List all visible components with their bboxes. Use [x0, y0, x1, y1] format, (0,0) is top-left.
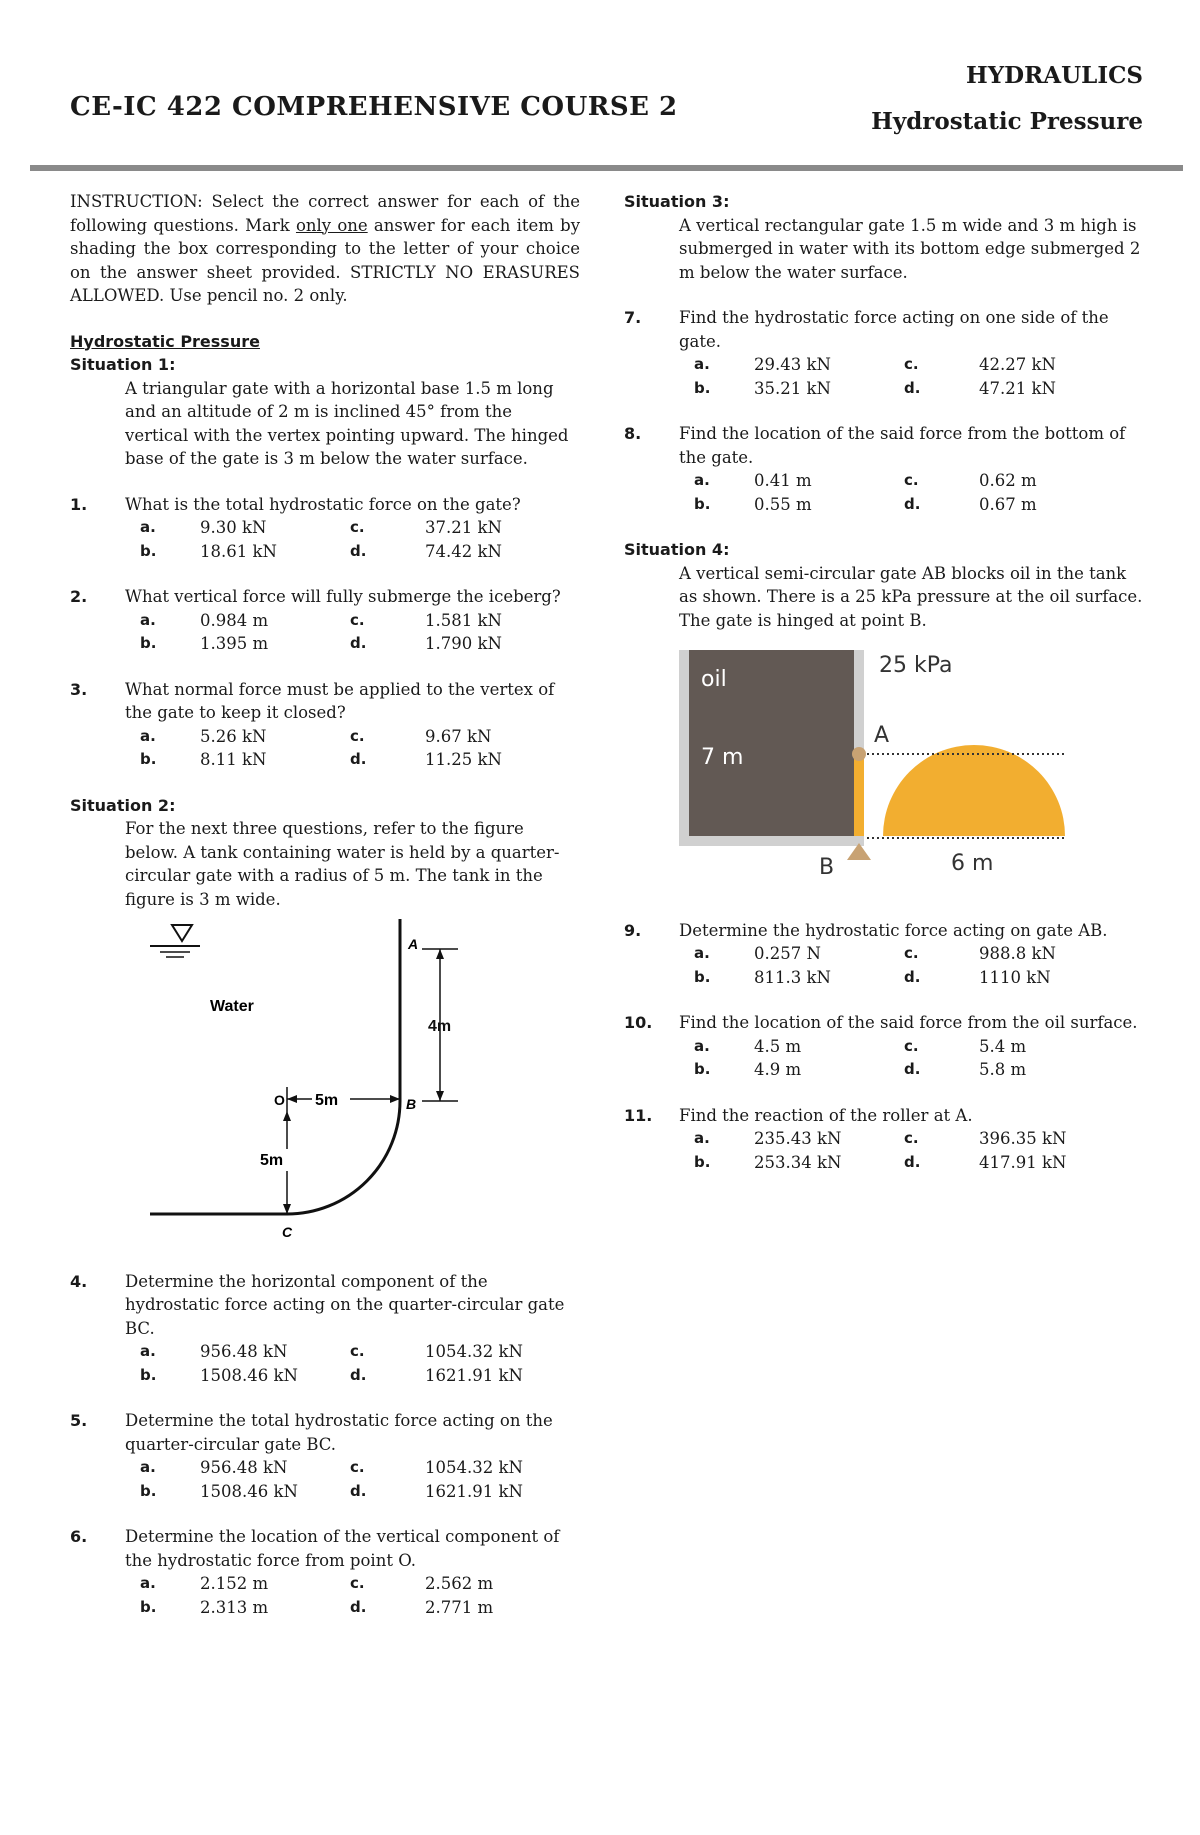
- choice-letter: a.: [140, 518, 156, 536]
- question-10: [624, 1011, 1144, 1082]
- choice-a: 9.30 kN: [200, 518, 267, 537]
- choice-c: 42.27 kN: [979, 355, 1056, 374]
- point-c-label: C: [282, 1224, 293, 1240]
- choice-d: 11.25 kN: [425, 750, 502, 769]
- choice-d: 0.67 m: [979, 494, 1037, 514]
- dimension-4m-label: 4m: [428, 1018, 452, 1035]
- choices: [624, 942, 1144, 989]
- roller-a: [852, 747, 866, 761]
- choice-d: 74.42 kN: [425, 541, 502, 561]
- question-9: [624, 919, 1144, 990]
- choice-letter: d.: [350, 541, 367, 560]
- situation-4-title: Situation 4:: [624, 540, 730, 559]
- question-number: 5.: [70, 1411, 88, 1430]
- choice-d: 47.21 kN: [979, 378, 1056, 398]
- choices: [624, 469, 1144, 516]
- choice-d: 417.91 kN: [979, 1152, 1067, 1172]
- choice-letter: d.: [904, 1152, 921, 1171]
- quarter-circle-gate-figure: [150, 919, 490, 1249]
- choice-letter: d.: [350, 1365, 367, 1384]
- choice-letter: b.: [694, 967, 711, 986]
- arrow-head: [287, 1095, 297, 1103]
- choice-letter: b.: [140, 750, 157, 768]
- situation-3-title: Situation 3:: [624, 192, 730, 211]
- choice-d: 1621.91 kN: [425, 1365, 523, 1385]
- choice-letter: b.: [140, 541, 157, 560]
- point-o-label: O: [274, 1092, 285, 1108]
- choice-b: 18.61 kN: [200, 541, 277, 561]
- choice-letter: b.: [140, 1481, 157, 1500]
- choice-letter: a.: [694, 471, 710, 489]
- choice-d: 1110 kN: [979, 967, 1051, 987]
- question-2: [70, 585, 580, 656]
- choice-letter: c.: [904, 1129, 919, 1147]
- choices: [624, 353, 1144, 400]
- question-number: 11.: [624, 1105, 653, 1125]
- quarter-circle-gate: [287, 1101, 400, 1214]
- choice-b: 253.34 kN: [754, 1152, 842, 1172]
- choices: [70, 516, 580, 563]
- choice-letter: c.: [350, 1342, 365, 1360]
- choice-a: 235.43 kN: [754, 1129, 842, 1148]
- choice-letter: a.: [140, 1458, 156, 1476]
- tank-bottom-wall: [679, 836, 864, 846]
- choice-letter: b.: [694, 1152, 711, 1171]
- arrow-head: [436, 949, 444, 959]
- choice-letter: b.: [140, 1597, 157, 1616]
- choices: [70, 725, 580, 772]
- choice-b: 1.395 m: [200, 634, 269, 653]
- right-column: [624, 190, 1144, 1196]
- choice-letter: b.: [694, 494, 711, 513]
- choice-c: 2.562 m: [425, 1574, 494, 1593]
- question-text: Find the location of the said force from the bottom of the gate.: [679, 424, 1126, 467]
- choice-letter: d.: [904, 494, 921, 513]
- choice-letter: c.: [350, 1458, 365, 1476]
- choice-a: 0.257 N: [754, 944, 821, 963]
- choice-letter: d.: [904, 1060, 921, 1078]
- choice-c: 37.21 kN: [425, 518, 502, 537]
- choice-letter: d.: [350, 750, 367, 768]
- choices: [70, 1456, 580, 1503]
- question-number: 1.: [70, 494, 88, 514]
- choice-b: 8.11 kN: [200, 750, 267, 769]
- left-column: [70, 190, 580, 1641]
- choice-letter: a.: [140, 726, 156, 745]
- choice-letter: a.: [140, 1342, 156, 1360]
- question-number: 4.: [70, 1271, 88, 1291]
- question-number: 9.: [624, 920, 642, 940]
- question-text: Find the location of the said force from the oil surface.: [679, 1013, 1138, 1032]
- question-8: [624, 422, 1144, 516]
- choice-d: 1621.91 kN: [425, 1481, 523, 1501]
- choice-letter: d.: [350, 1597, 367, 1616]
- choice-letter: a.: [140, 610, 156, 629]
- choice-d: 5.8 m: [979, 1060, 1027, 1079]
- choice-letter: c.: [350, 1574, 365, 1592]
- choice-d: 2.771 m: [425, 1597, 494, 1617]
- choice-c: 1054.32 kN: [425, 1342, 523, 1361]
- question-number: 2.: [70, 587, 88, 606]
- question-3: [70, 678, 580, 772]
- question-7: [624, 306, 1144, 400]
- tank-left-wall: [679, 650, 689, 846]
- question-text: Determine the hydrostatic force acting on gate AB.: [679, 920, 1108, 940]
- question-text: What is the total hydrostatic force on the gate?: [125, 494, 521, 514]
- choice-letter: c.: [904, 355, 919, 373]
- choice-letter: a.: [140, 1574, 156, 1592]
- choices: [70, 1340, 580, 1387]
- choices: [70, 609, 580, 656]
- question-number: 3.: [70, 679, 88, 699]
- choice-letter: b.: [694, 378, 711, 397]
- oil-label: oil: [701, 667, 727, 692]
- choice-c: 9.67 kN: [425, 726, 492, 746]
- semi-circular-gate-figure: [679, 638, 1069, 898]
- point-a-label: A: [874, 723, 890, 748]
- choice-a: 0.41 m: [754, 471, 812, 490]
- pressure-label: 25 kPa: [879, 653, 953, 678]
- semi-circle-gate-view: [883, 745, 1065, 836]
- choice-c: 988.8 kN: [979, 944, 1056, 963]
- choice-letter: d.: [350, 1481, 367, 1500]
- course-title: CE-IC 422 COMPREHENSIVE COURSE 2: [70, 92, 678, 122]
- question-1: [70, 493, 580, 564]
- question-text: Determine the total hydrostatic force acting on the quarter-circular gate BC.: [125, 1411, 553, 1454]
- choice-letter: c.: [350, 518, 365, 536]
- section-title: Hydrostatic Pressure: [70, 331, 260, 351]
- question-number: 6.: [70, 1527, 88, 1546]
- choice-b: 2.313 m: [200, 1597, 269, 1617]
- arrow-head: [436, 1091, 444, 1101]
- choice-letter: b.: [140, 1365, 157, 1384]
- subject-title: HYDRAULICS: [966, 62, 1143, 89]
- gate-ab: [854, 754, 864, 836]
- choices: [70, 1572, 580, 1619]
- choice-letter: c.: [350, 610, 365, 629]
- choice-b: 811.3 kN: [754, 967, 831, 987]
- question-text: What normal force must be applied to the vertex of the gate to keep it closed?: [125, 679, 555, 722]
- point-b-label: B: [406, 1096, 417, 1112]
- choice-a: 5.26 kN: [200, 726, 267, 746]
- question-number: 8.: [624, 424, 642, 443]
- choice-letter: a.: [694, 1036, 710, 1055]
- situation-1-title: Situation 1:: [70, 355, 176, 374]
- choice-letter: b.: [694, 1060, 711, 1078]
- choice-letter: d.: [904, 967, 921, 986]
- choice-letter: a.: [694, 944, 710, 962]
- choice-letter: c.: [904, 1036, 919, 1055]
- situation-3-text: A vertical rectangular gate 1.5 m wide and 3 m high is submerged in water with its bottom edge submerged 2 m below the water surface.: [679, 215, 1141, 282]
- topic-title: Hydrostatic Pressure: [871, 108, 1143, 135]
- tank-right-wall: [854, 650, 864, 754]
- question-text: Determine the horizontal component of the hydrostatic force acting on the quarter-circular gate BC.: [125, 1271, 565, 1338]
- choice-a: 956.48 kN: [200, 1458, 288, 1477]
- choice-a: 0.984 m: [200, 610, 269, 630]
- choice-letter: c.: [904, 944, 919, 962]
- choice-c: 1054.32 kN: [425, 1458, 523, 1477]
- diameter-label: 6 m: [951, 851, 994, 876]
- choice-a: 2.152 m: [200, 1574, 269, 1593]
- header-rule: [30, 165, 1183, 171]
- dimension-5m-vertical-label: 5m: [260, 1152, 284, 1169]
- question-text: Find the hydrostatic force acting on one side of the gate.: [679, 308, 1109, 351]
- situation-4-text: A vertical semi-circular gate AB blocks oil in the tank as shown. There is a 25 kPa pressure at the oil surface. The gate is hinged at point B.: [679, 563, 1143, 630]
- free-surface-triangle: [172, 925, 192, 941]
- choice-letter: a.: [694, 355, 710, 373]
- choice-letter: d.: [350, 634, 367, 652]
- dimension-5m-horizontal-label: 5m: [315, 1092, 339, 1109]
- choice-a: 956.48 kN: [200, 1342, 288, 1361]
- choices: [624, 1035, 1144, 1082]
- question-text: What vertical force will fully submerge the iceberg?: [125, 587, 561, 606]
- choice-letter: c.: [904, 471, 919, 489]
- choice-c: 1.581 kN: [425, 610, 502, 630]
- choice-letter: b.: [140, 634, 157, 652]
- choice-c: 0.62 m: [979, 471, 1037, 490]
- question-number: 10.: [624, 1013, 653, 1032]
- choice-b: 1508.46 kN: [200, 1481, 298, 1501]
- choice-a: 4.5 m: [754, 1036, 802, 1056]
- point-a-label: A: [408, 936, 419, 952]
- choice-letter: a.: [694, 1129, 710, 1147]
- choice-b: 4.9 m: [754, 1060, 802, 1079]
- choice-letter: d.: [904, 378, 921, 397]
- question-11: [624, 1104, 1144, 1175]
- question-text: Find the reaction of the roller at A.: [679, 1105, 973, 1125]
- choice-b: 35.21 kN: [754, 378, 831, 398]
- question-text: Determine the location of the vertical component of the hydrostatic force from point O.: [125, 1527, 560, 1570]
- situation-2-text: For the next three questions, refer to the figure below. A tank containing water is held by a quarter-circular gate with a radius of 5 m. The tank in the figure is 3 m wide.: [125, 819, 560, 909]
- question-4: [70, 1270, 580, 1388]
- choice-b: 0.55 m: [754, 494, 812, 514]
- water-label: Water: [210, 998, 254, 1015]
- choice-letter: c.: [350, 726, 365, 745]
- depth-label: 7 m: [701, 745, 744, 770]
- question-5: [70, 1409, 580, 1503]
- instructions: INSTRUCTION: Select the correct answer for each of the following questions. Mark only one answer for each item by shading the box corresponding to the letter of your choice on the answer sheet provided. STRICTLY NO ERASURES ALLOWED. Use pencil no. 2 only.: [70, 192, 581, 305]
- choice-c: 5.4 m: [979, 1036, 1027, 1056]
- choice-b: 1508.46 kN: [200, 1365, 298, 1385]
- instruction-emphasis: only one: [295, 215, 368, 235]
- arrow-head: [283, 1111, 291, 1121]
- choice-d: 1.790 kN: [425, 634, 502, 653]
- point-b-label: B: [819, 855, 835, 880]
- choice-c: 396.35 kN: [979, 1129, 1067, 1148]
- choices: [624, 1127, 1144, 1174]
- question-6: [70, 1525, 580, 1619]
- question-number: 7.: [624, 308, 642, 327]
- situation-1-text: A triangular gate with a horizontal base 1.5 m long and an altitude of 2 m is inclined 45° from the vertical with the vertex pointing upward. The hinged base of the gate is 3 m below the water surface.: [125, 378, 569, 468]
- situation-2-title: Situation 2:: [70, 795, 176, 815]
- choice-a: 29.43 kN: [754, 355, 831, 374]
